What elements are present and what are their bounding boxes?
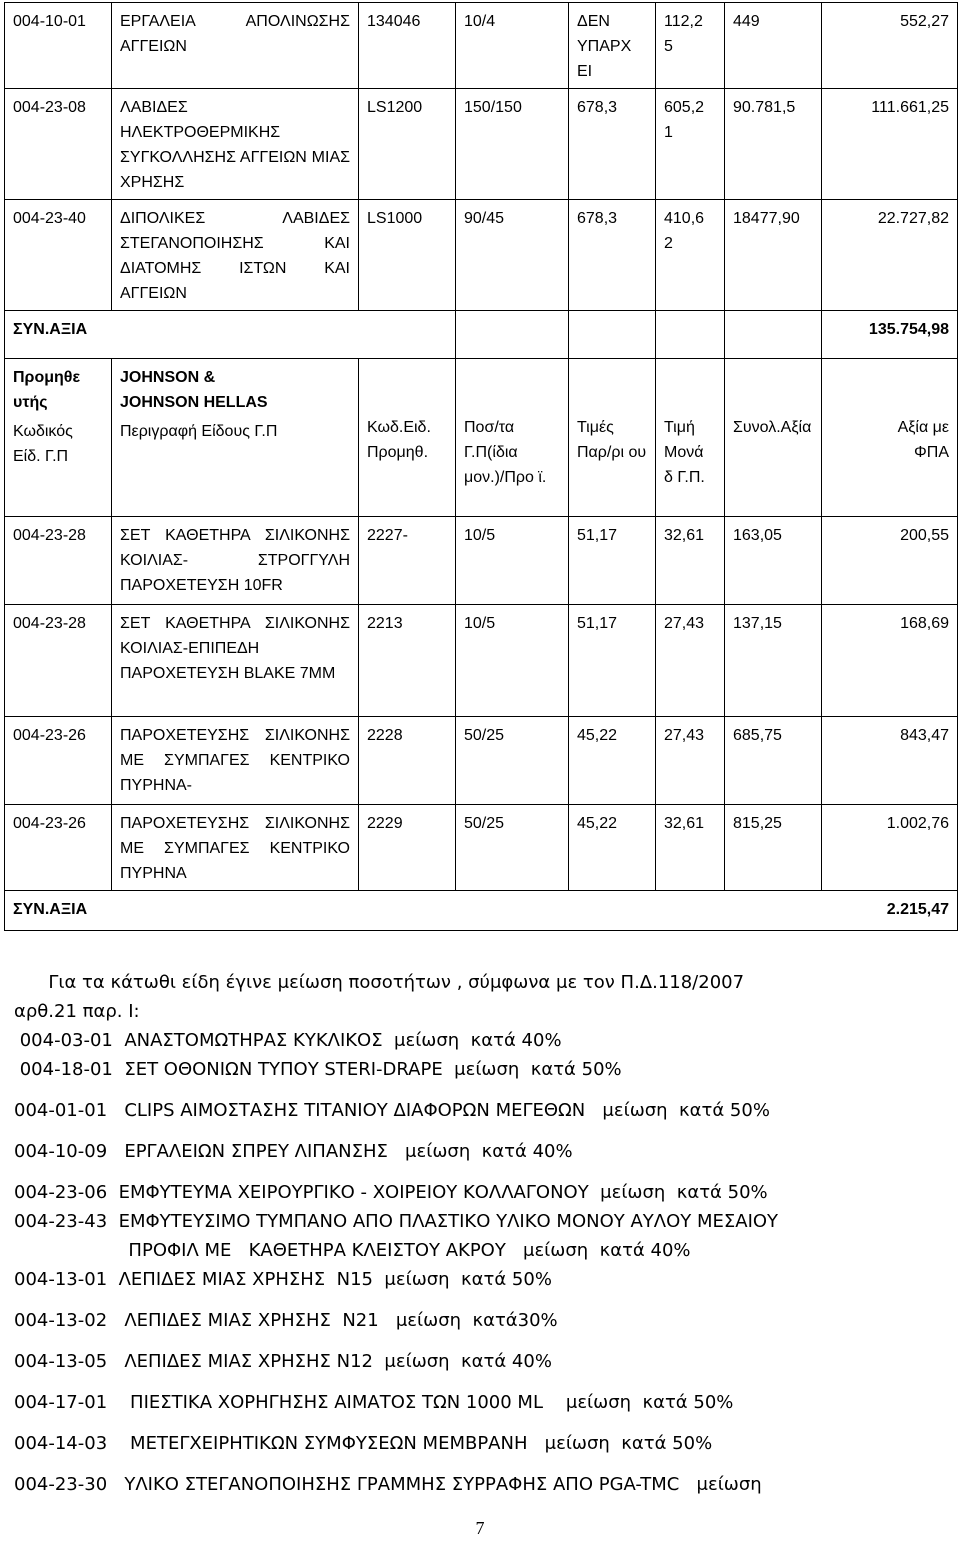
supplier-code: 134046 <box>359 3 456 89</box>
note-line: 004-03-01 ΑΝΑΣΤΟΜΩΤΗΡΑΣ ΚΥΚΛΙΚΟΣ μείωση κατά 40% <box>14 1030 562 1051</box>
quantity: 50/25 <box>456 805 569 891</box>
note-line: 004-01-01 CLIPS ΑΙΜΟΣΤΑΣΗΣ ΤΙΤΑΝΙΟΥ ΔΙΑΦΟΡΩΝ ΜΕΓΕΘΩΝ μείωση κατά 50% <box>14 1100 770 1121</box>
total-value: 449 <box>725 3 822 89</box>
item-description: ΕΡΓΑΛΕΙΑ ΑΠΟΛΙΝΩΣΗΣ ΑΓΓΕΙΩΝ <box>112 3 359 89</box>
total-value: 815,25 <box>725 805 822 891</box>
item-code: 004-23-26 <box>5 717 112 805</box>
item-code: 004-23-40 <box>5 200 112 311</box>
note-spacer <box>14 1376 944 1388</box>
quantity: 10/5 <box>456 517 569 605</box>
unit-price: 27,43 <box>656 717 725 805</box>
total-with-vat: 843,47 <box>822 717 958 805</box>
sum-label: ΣΥΝ.ΑΞΙΑ <box>5 311 112 359</box>
price: 51,17 <box>569 517 656 605</box>
note-line: 004-23-06 ΕΜΦΥΤΕΥΜΑ ΧΕΙΡΟΥΡΓΙΚΟ - ΧΟΙΡΕΙΟΥ ΚΟΛΛΑΓΟΝΟΥ μείωση κατά 50% <box>14 1182 768 1203</box>
table-row <box>5 89 958 200</box>
item-code: 004-23-08 <box>5 89 112 200</box>
note-spacer <box>14 1417 944 1429</box>
price: 51,17 <box>569 605 656 717</box>
quantity: 10/4 <box>456 3 569 89</box>
total-with-vat: 1.002,76 <box>822 805 958 891</box>
supplier-code-header: Κωδ.Ειδ. Προμηθ. <box>367 419 431 461</box>
sum-row <box>5 891 958 931</box>
unit-price: 27,43 <box>656 605 725 717</box>
price: 678,3 <box>569 200 656 311</box>
note-spacer <box>14 1335 944 1347</box>
note-line: 004-17-01 ΠΙΕΣΤΙΚΑ ΧΟΡΗΓΗΣΗΣ ΑΙΜΑΤΟΣ ΤΩΝ 1000 ML μείωση κατά 50% <box>14 1392 734 1413</box>
supplier-code: LS1200 <box>359 89 456 200</box>
total-vat-header: Αξία με ΦΠΑ <box>897 419 949 461</box>
price: ΔΕΝ ΥΠΑΡΧ ΕΙ <box>569 3 656 89</box>
note-line: 004-10-09 ΕΡΓΑΛΕΙΩΝ ΣΠΡΕΥ ΛΙΠΑΝΣΗΣ μείωση κατά 40% <box>14 1141 573 1162</box>
item-description: ΣΕΤ ΚΑΘΕΤΗΡΑ ΣΙΛΙΚΟΝΗΣ ΚΟΙΛΙΑΣ-ΕΠΙΠΕΔΗ ΠΑΡΟΧΕΤΕΥΣΗ BLAKE 7MM <box>112 605 359 717</box>
header-row <box>5 359 958 517</box>
sum-row <box>5 311 958 359</box>
total-value: 18477,90 <box>725 200 822 311</box>
supplier-name: JOHNSON & JOHNSON HELLAS <box>120 369 268 411</box>
item-description: ΔΙΠΟΛΙΚΕΣ ΛΑΒΙΔΕΣ ΣΤΕΓΑΝΟΠΟΙΗΣΗΣ ΚΑΙ ΔΙΑΤΟΜΗΣ ΙΣΤΩΝ ΚΑΙ ΑΓΓΕΙΩΝ <box>112 200 359 311</box>
total-with-vat: 22.727,82 <box>822 200 958 311</box>
page-number: 7 <box>475 1518 485 1538</box>
supplier-code: 2229 <box>359 805 456 891</box>
note-line: 004-13-02 ΛΕΠΙΔΕΣ ΜΙΑΣ ΧΡΗΣΗΣ Ν21 μείωση κατά30% <box>14 1310 558 1331</box>
sum-value: 135.754,98 <box>822 311 958 359</box>
price-header: Τιμές Παρ/ρι ου <box>577 419 647 461</box>
supplier-label: Προμηθε υτής <box>13 369 81 411</box>
description-header-cell <box>112 359 359 517</box>
note-line: 004-18-01 ΣΕΤ ΟΘΟΝΙΩΝ ΤΥΠΟΥ STERI-DRAPE μείωση κατά 50% <box>14 1059 622 1080</box>
unit-price: 605,2 1 <box>656 89 725 200</box>
note-line: 004-13-05 ΛΕΠΙΔΕΣ ΜΙΑΣ ΧΡΗΣΗΣ Ν12 μείωση κατά 40% <box>14 1351 552 1372</box>
unit-price: 112,2 5 <box>656 3 725 89</box>
item-description: ΠΑΡΟΧΕΤΕΥΣΗΣ ΣΙΛΙΚΟΝΗΣ ΜΕ ΣΥΜΠΑΓΕΣ ΚΕΝΤΡΙΚΟ ΠΥΡΗΝΑ <box>112 805 359 891</box>
note-spacer <box>14 1458 944 1470</box>
note-line: 004-23-43 ΕΜΦΥΤΕΥΣΙΜΟ ΤΥΜΠΑΝΟ ΑΠΟ ΠΛΑΣΤΙΚΟ ΥΛΙΚΟ ΜΟΝΟΥ ΑΥΛΟΥ ΜΕΣΑΙΟΥ <box>14 1211 779 1232</box>
note-spacer <box>14 1166 944 1178</box>
note-line: 004-23-30 ΥΛΙΚΟ ΣΤΕΓΑΝΟΠΟΙΗΣΗΣ ΓΡΑΜΜΗΣ ΣΥΡΡΑΦΗΣ ΑΠΟ PGA-TMC μείωση <box>14 1474 762 1495</box>
total-value: 163,05 <box>725 517 822 605</box>
price: 45,22 <box>569 805 656 891</box>
total-header: Συνολ.Αξία <box>733 419 812 436</box>
note-line: ΠΡΟΦΙΛ ΜΕ ΚΑΘΕΤΗΡΑ ΚΛΕΙΣΤΟΥ ΑΚΡΟΥ μείωση κατά 40% <box>14 1240 691 1261</box>
quantity-header: Ποσ/τα Γ.Π(ίδια μον.)/Προ ϊ. <box>464 419 547 486</box>
description-header: Περιγραφή Είδους Γ.Π <box>120 423 278 440</box>
supplier-code: LS1000 <box>359 200 456 311</box>
total-value: 685,75 <box>725 717 822 805</box>
total-with-vat: 552,27 <box>822 3 958 89</box>
unit-price-header: Τιμή Μονά δ Γ.Π. <box>664 419 705 486</box>
note-line: αρθ.21 παρ. Ι: <box>14 1001 140 1022</box>
table-row <box>5 3 958 89</box>
code-header: Κωδικός Είδ. Γ.Π <box>13 423 73 465</box>
item-description: ΛΑΒΙΔΕΣ ΗΛΕΚΤΡΟΘΕΡΜΙΚΗΣ ΣΥΓΚΟΛΛΗΣΗΣ ΑΓΓΕΙΩΝ ΜΙΑΣ ΧΡΗΣΗΣ <box>112 89 359 200</box>
supplier-code: 2227- <box>359 517 456 605</box>
unit-price: 410,6 2 <box>656 200 725 311</box>
note-line: 004-14-03 ΜΕΤΕΓΧΕΙΡΗΤΙΚΩΝ ΣΥΜΦΥΣΕΩΝ ΜΕΜΒΡΑΝΗ μείωση κατά 50% <box>14 1433 713 1454</box>
item-description: ΠΑΡΟΧΕΤΕΥΣΗΣ ΣΙΛΙΚΟΝΗΣ ΜΕ ΣΥΜΠΑΓΕΣ ΚΕΝΤΡΙΚΟ ΠΥΡΗΝΑ- <box>112 717 359 805</box>
item-description: ΣΕΤ ΚΑΘΕΤΗΡΑ ΣΙΛΙΚΟΝΗΣ ΚΟΙΛΙΑΣ- ΣΤΡΟΓΓΥΛΗ ΠΑΡΟΧΕΤΕΥΣΗ 10FR <box>112 517 359 605</box>
total-value: 137,15 <box>725 605 822 717</box>
quantity: 150/150 <box>456 89 569 200</box>
table-row <box>5 805 958 891</box>
table-row <box>5 605 958 717</box>
note-spacer <box>14 1084 944 1096</box>
item-code: 004-23-28 <box>5 605 112 717</box>
table-row <box>5 517 958 605</box>
unit-price: 32,61 <box>656 517 725 605</box>
sum-label: ΣΥΝ.ΑΞΙΑ <box>5 891 112 931</box>
sum-value: 2.215,47 <box>822 891 958 931</box>
supplier-code: 2213 <box>359 605 456 717</box>
note-spacer <box>14 1125 944 1137</box>
quantity: 10/5 <box>456 605 569 717</box>
item-code: 004-23-28 <box>5 517 112 605</box>
total-with-vat: 168,69 <box>822 605 958 717</box>
quantity: 90/45 <box>456 200 569 311</box>
table-row <box>5 200 958 311</box>
table-row <box>5 717 958 805</box>
note-line: Για τα κάτωθι είδη έγινε μείωση ποσοτήτων , σύμφωνα με τον Π.Δ.118/2007 <box>14 972 745 993</box>
price: 45,22 <box>569 717 656 805</box>
supplier-code: 2228 <box>359 717 456 805</box>
total-with-vat: 200,55 <box>822 517 958 605</box>
reduction-notes <box>14 968 944 1499</box>
unit-price: 32,61 <box>656 805 725 891</box>
items-table <box>4 2 958 931</box>
item-code: 004-23-26 <box>5 805 112 891</box>
note-spacer <box>14 1294 944 1306</box>
total-with-vat: 111.661,25 <box>822 89 958 200</box>
item-code: 004-10-01 <box>5 3 112 89</box>
note-line: 004-13-01 ΛΕΠΙΔΕΣ ΜΙΑΣ ΧΡΗΣΗΣ Ν15 μείωση κατά 50% <box>14 1269 552 1290</box>
price: 678,3 <box>569 89 656 200</box>
total-value: 90.781,5 <box>725 89 822 200</box>
quantity: 50/25 <box>456 717 569 805</box>
supplier-label-cell <box>5 359 112 517</box>
